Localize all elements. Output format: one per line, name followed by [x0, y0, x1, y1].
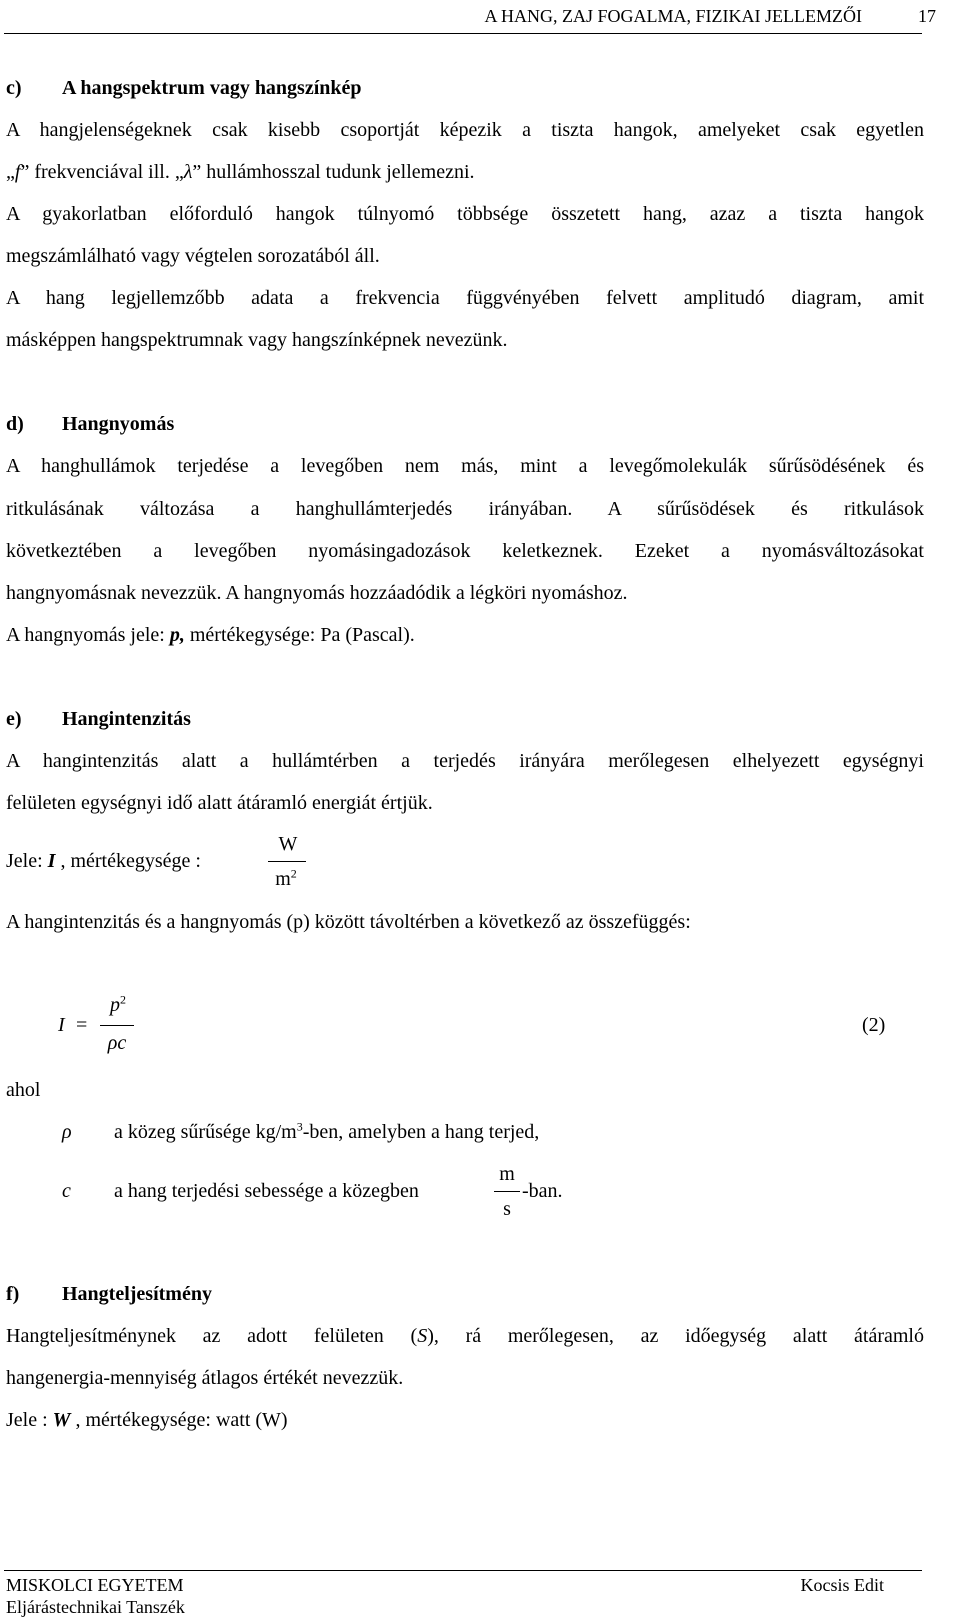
power-symbol: W	[52, 1409, 71, 1431]
speed-unit-fraction-bar	[494, 1191, 520, 1192]
section-e-line-1: A hangintenzitás alatt a hullámtérben a terjedés irányára merőlegesen elhelyezett egységnyi	[6, 750, 924, 772]
intensity-symbol: I	[47, 850, 56, 872]
rho-description: a közeg sűrűsége $kg/m^3$-ben, amelyben a hang terjed,	[114, 1119, 540, 1143]
wavelength-symbol: λ	[183, 161, 193, 183]
section-d-line-2: ritkulásának változása a hanghullámterjedés irányában. A sűrűsödések és ritkulások	[6, 498, 924, 520]
power-symbol-line: Jele : W , mértékegysége: watt (W)	[6, 1409, 288, 1431]
equation-number: (2)	[862, 1014, 886, 1036]
equation-equals: =	[76, 1014, 88, 1036]
section-c-line-4: megszámlálható vagy végtelen sorozatából áll.	[6, 245, 380, 267]
section-f-line-1: Hangteljesítménynek az adott felületen (S), rá merőlegesen, az időegység alatt átáramló	[6, 1325, 924, 1347]
section-c-line-6: másképpen hangspektrumnak vagy hangszínképnek nevezünk.	[6, 329, 508, 351]
header-divider	[4, 33, 922, 34]
footer-university: MISKOLCI EGYETEM	[6, 1575, 184, 1595]
intensity-unit-label: , mértékegysége :	[55, 850, 201, 872]
pressure-unit: Pa (Pascal).	[320, 624, 415, 646]
c-description-suffix: -ban.	[522, 1180, 563, 1202]
equation-fraction-bar	[100, 1025, 134, 1026]
surface-symbol: S	[417, 1325, 428, 1347]
section-e-label: e)	[6, 708, 22, 730]
footer-divider	[4, 1570, 922, 1571]
section-f-label: f)	[6, 1283, 20, 1305]
section-f-line-2: hangenergia-mennyiség átlagos értékét nevezzük.	[6, 1367, 404, 1389]
section-d-line-5	[6, 624, 415, 647]
rho-symbol: ρ	[62, 1121, 72, 1143]
section-d-line-1: A hanghullámok terjedése a levegőben nem más, mint a levegőmolekulák sűrűsödésének és	[6, 455, 924, 477]
section-d-line-4: hangnyomásnak nevezzük. A hangnyomás hozzáadódik a légköri nyomáshoz.	[6, 582, 628, 604]
section-c-line-5: A hang legjellemzőbb adata a frekvencia függvényében felvett amplitudó diagram, amit	[6, 287, 924, 309]
section-c-label: c)	[6, 77, 22, 99]
section-c-line-3: A gyakorlatban előforduló hangok túlnyomó többsége összetett hang, azaz a tiszta hangok	[6, 203, 924, 225]
section-d-title: Hangnyomás	[62, 413, 175, 435]
section-f-title: Hangteljesítmény	[62, 1283, 212, 1305]
c-symbol: c	[62, 1180, 71, 1202]
footer-department: Eljárástechnikai Tanszék	[6, 1597, 185, 1617]
section-c-line-1: A hangjelenségeknek csak kisebb csoportját képezik a tiszta hangok, amelyeket csak egyetlen	[6, 119, 924, 141]
pressure-symbol: p,	[169, 624, 185, 646]
section-c-line-2-end: ” hullámhosszal tudunk jellemezni.	[192, 161, 475, 183]
pressure-unit-label: mértékegysége:	[184, 624, 321, 646]
speed-unit-numerator: m	[499, 1163, 515, 1185]
intensity-unit-numerator: W	[278, 833, 298, 855]
footer-author: Kocsis Edit	[800, 1575, 884, 1595]
intensity-unit-denominator: $m^2$	[275, 866, 297, 890]
section-d-label: d)	[6, 413, 24, 435]
quote-mark: „	[6, 161, 15, 183]
equation-denominator: ρc	[107, 1032, 127, 1054]
section-e-line-2: felületen egységnyi idő alatt átáramló energiát értjük.	[6, 792, 433, 814]
running-header-title: A HANG, ZAJ FOGALMA, FIZIKAI JELLEMZŐI	[484, 6, 862, 26]
ahol-label: ahol	[6, 1079, 41, 1101]
c-description: a hang terjedési sebessége a közegben	[114, 1180, 419, 1202]
section-c-title: A hangspektrum vagy hangszínkép	[62, 77, 362, 99]
page-number: 17	[918, 6, 936, 26]
intensity-symbol-line	[6, 850, 201, 873]
intensity-unit-fraction-bar	[268, 861, 306, 862]
speed-unit-denominator: s	[503, 1198, 511, 1220]
intensity-symbol-label: Jele:	[6, 850, 48, 872]
intensity-pressure-relation: A hangintenzitás és a hangnyomás (p) között távoltérben a következő az összefüggés:	[6, 911, 691, 933]
section-d-line-3: következtében a levegőben nyomásingadozások keletkeznek. Ezeket a nyomásváltozásokat	[6, 540, 924, 562]
section-c-line-2-mid: ” frekvenciával ill. „	[20, 161, 184, 183]
section-c-line-2	[6, 161, 475, 184]
pressure-symbol-label: A hangnyomás jele:	[6, 624, 170, 646]
section-e-title: Hangintenzitás	[62, 708, 191, 730]
frequency-symbol: f	[14, 161, 21, 183]
equation-numerator: $p^2$	[110, 992, 126, 1016]
equation-lhs: I	[58, 1014, 65, 1036]
